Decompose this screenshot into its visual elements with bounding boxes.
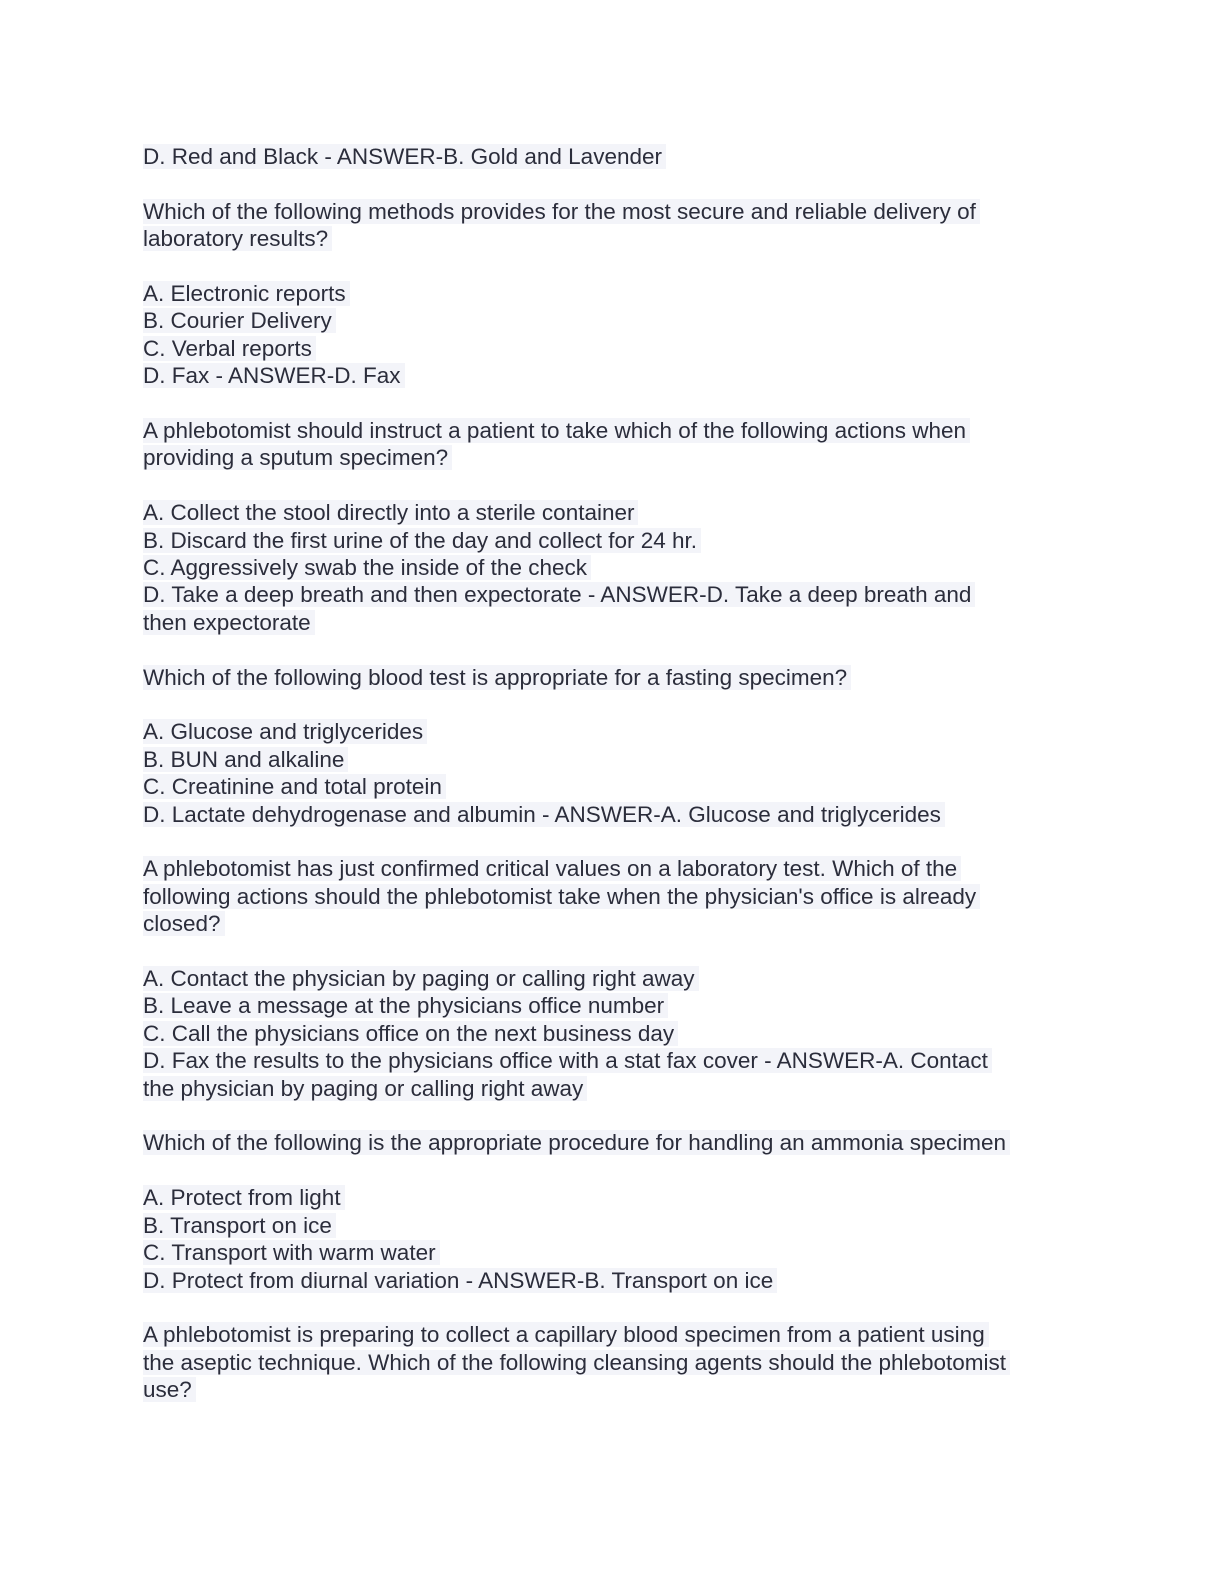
text-line: Which of the following blood test is appropriate for a fasting specimen? [143,664,1063,691]
option-line: then expectorate [143,609,1063,636]
question-text [143,1129,1063,1156]
text-line: laboratory results? [143,225,1063,252]
option-line: A. Electronic reports [143,280,1063,307]
text-line: closed? [143,910,1063,937]
option-line: B. Transport on ice [143,1212,1063,1239]
paragraph-gap [143,1294,1063,1321]
option-line: B. Courier Delivery [143,307,1063,334]
option-line: B. BUN and alkaline [143,746,1063,773]
text-line: providing a sputum specimen? [143,444,1063,471]
option-line: D. Take a deep breath and then expectorate - ANSWER-D. Take a deep breath and [143,581,1063,608]
option-line: B. Leave a message at the physicians office number [143,992,1063,1019]
option-line: the physician by paging or calling right away [143,1075,1063,1102]
paragraph-gap [143,691,1063,718]
text-line: Which of the following is the appropriate procedure for handling an ammonia specimen [143,1129,1063,1156]
text-line: use? [143,1376,1063,1403]
option-line: D. Fax the results to the physicians office with a stat fax cover - ANSWER-A. Contact [143,1047,1063,1074]
answer-options [143,965,1063,1102]
option-line: C. Call the physicians office on the next business day [143,1020,1063,1047]
option-line: B. Discard the first urine of the day and collect for 24 hr. [143,527,1063,554]
paragraph-gap [143,472,1063,499]
text-line: Which of the following methods provides for the most secure and reliable delivery of [143,198,1063,225]
paragraph-gap [143,253,1063,280]
option-line: A. Contact the physician by paging or calling right away [143,965,1063,992]
question-text [143,198,1063,253]
answer-options [143,499,1063,636]
paragraph-gap [143,390,1063,417]
paragraph-gap [143,636,1063,663]
paragraph-gap [143,170,1063,197]
paragraph-gap [143,938,1063,965]
answer-options [143,280,1063,390]
option-line: C. Aggressively swab the inside of the check [143,554,1063,581]
answer-line-block [143,143,1063,170]
text-line: A phlebotomist should instruct a patient to take which of the following actions when [143,417,1063,444]
text-line: following actions should the phlebotomist take when the physician's office is already [143,883,1063,910]
text-line: D. Red and Black - ANSWER-B. Gold and Lavender [143,143,1063,170]
question-text [143,1321,1063,1403]
option-line: C. Transport with warm water [143,1239,1063,1266]
answer-options [143,1184,1063,1294]
paragraph-gap [143,828,1063,855]
text-line: the aseptic technique. Which of the following cleansing agents should the phlebotomist [143,1349,1063,1376]
option-line: D. Protect from diurnal variation - ANSWER-B. Transport on ice [143,1267,1063,1294]
text-line: A phlebotomist has just confirmed critical values on a laboratory test. Which of the [143,855,1063,882]
option-line: C. Verbal reports [143,335,1063,362]
text-line: A phlebotomist is preparing to collect a capillary blood specimen from a patient using [143,1321,1063,1348]
question-text [143,664,1063,691]
answer-options [143,718,1063,828]
option-line: C. Creatinine and total protein [143,773,1063,800]
paragraph-gap [143,1157,1063,1184]
question-text [143,855,1063,937]
option-line: D. Lactate dehydrogenase and albumin - ANSWER-A. Glucose and triglycerides [143,801,1063,828]
option-line: A. Glucose and triglycerides [143,718,1063,745]
paragraph-gap [143,1102,1063,1129]
question-text [143,417,1063,472]
option-line: A. Protect from light [143,1184,1063,1211]
document-body [143,143,1063,1404]
option-line: D. Fax - ANSWER-D. Fax [143,362,1063,389]
option-line: A. Collect the stool directly into a sterile container [143,499,1063,526]
